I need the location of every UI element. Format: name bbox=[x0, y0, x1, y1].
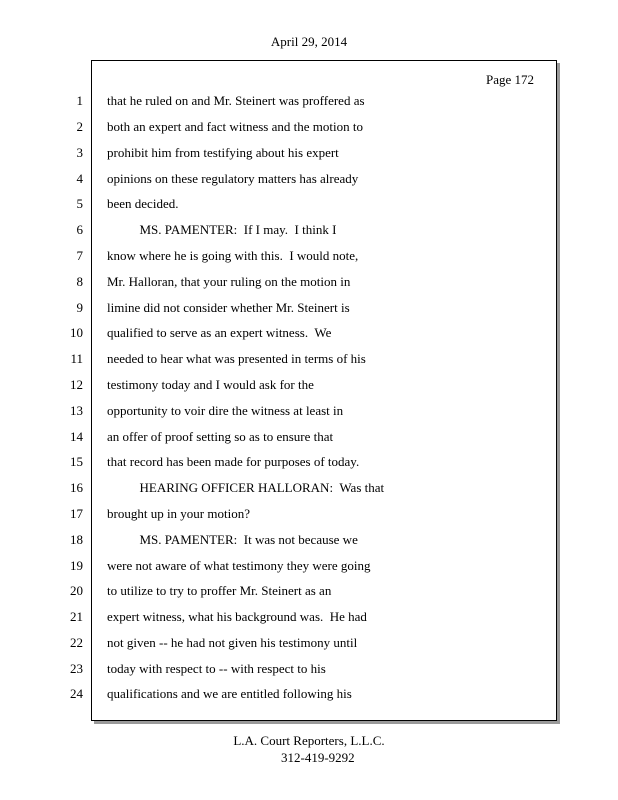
line-text: MS. PAMENTER: It was not because we bbox=[107, 532, 358, 547]
transcript-line bbox=[0, 323, 618, 343]
line-number: 20 bbox=[70, 583, 83, 598]
transcript-line bbox=[0, 91, 618, 111]
line-text: today with respect to -- with respect to his bbox=[107, 661, 326, 676]
line-number: 15 bbox=[70, 454, 83, 469]
line-text: qualified to serve as an expert witness. We bbox=[107, 325, 332, 340]
transcript-line bbox=[0, 530, 618, 550]
line-text: an offer of proof setting so as to ensure that bbox=[107, 429, 334, 444]
line-number: 8 bbox=[76, 274, 83, 289]
line-text: Mr. Halloran, that your ruling on the motion in bbox=[107, 274, 351, 289]
line-text: limine did not consider whether Mr. Steinert is bbox=[107, 300, 350, 315]
line-text: to utilize to try to proffer Mr. Steinert as an bbox=[107, 583, 332, 598]
line-number: 18 bbox=[70, 532, 83, 547]
transcript-line bbox=[0, 659, 618, 679]
line-text: HEARING OFFICER HALLORAN: Was that bbox=[107, 480, 385, 495]
line-text: both an expert and fact witness and the motion to bbox=[107, 119, 363, 134]
line-number: 10 bbox=[70, 325, 83, 340]
line-number: 7 bbox=[76, 248, 83, 263]
line-text: that he ruled on and Mr. Steinert was proffered as bbox=[107, 93, 365, 108]
line-text: needed to hear what was presented in terms of his bbox=[107, 351, 366, 366]
transcript-line bbox=[0, 220, 618, 240]
line-number: 13 bbox=[70, 403, 83, 418]
transcript-line bbox=[0, 556, 618, 576]
line-text: prohibit him from testifying about his expert bbox=[107, 145, 339, 160]
line-text: opportunity to voir dire the witness at least in bbox=[107, 403, 344, 418]
line-number: 24 bbox=[70, 686, 83, 701]
transcript-line bbox=[0, 246, 618, 266]
line-text: that record has been made for purposes of today. bbox=[107, 454, 360, 469]
line-number: 21 bbox=[70, 609, 83, 624]
line-text: been decided. bbox=[107, 196, 179, 211]
transcript-line bbox=[0, 143, 618, 163]
line-text: MS. PAMENTER: If I may. I think I bbox=[107, 222, 337, 237]
line-number: 12 bbox=[70, 377, 83, 392]
line-number: 17 bbox=[70, 506, 83, 521]
transcript-line bbox=[0, 581, 618, 601]
transcript-line bbox=[0, 298, 618, 318]
transcript-line bbox=[0, 194, 618, 214]
line-number: 19 bbox=[70, 558, 83, 573]
line-number: 1 bbox=[76, 93, 83, 108]
transcript-line bbox=[0, 607, 618, 627]
transcript-line bbox=[0, 169, 618, 189]
line-text: know where he is going with this. I would note, bbox=[107, 248, 359, 263]
line-number: 23 bbox=[70, 661, 83, 676]
transcript-date: April 29, 2014 bbox=[270, 34, 348, 49]
line-text: qualifications and we are entitled following his bbox=[107, 686, 352, 701]
line-number: 14 bbox=[70, 429, 83, 444]
line-number: 3 bbox=[76, 145, 83, 160]
line-text: brought up in your motion? bbox=[107, 506, 250, 521]
transcript-line bbox=[0, 349, 618, 369]
transcript-line bbox=[0, 452, 618, 472]
transcript-line bbox=[0, 478, 618, 498]
transcript-line bbox=[0, 272, 618, 292]
transcript-line bbox=[0, 427, 618, 447]
line-number: 22 bbox=[70, 635, 83, 650]
line-number: 16 bbox=[70, 480, 83, 495]
page-number: Page 172 bbox=[485, 72, 534, 87]
footer-company-name: L.A. Court Reporters, L.L.C. bbox=[233, 733, 385, 748]
line-number: 11 bbox=[70, 351, 83, 366]
transcript-line bbox=[0, 684, 618, 704]
footer-phone-number: 312-419-9292 bbox=[281, 750, 355, 765]
line-text: testimony today and I would ask for the bbox=[107, 377, 314, 392]
line-text: opinions on these regulatory matters has already bbox=[107, 171, 359, 186]
line-number: 9 bbox=[76, 300, 83, 315]
transcript-line bbox=[0, 401, 618, 421]
line-number: 6 bbox=[76, 222, 83, 237]
transcript-line bbox=[0, 504, 618, 524]
transcript-line bbox=[0, 117, 618, 137]
line-text: expert witness, what his background was. He had bbox=[107, 609, 367, 624]
line-text: were not aware of what testimony they were going bbox=[107, 558, 371, 573]
line-number: 4 bbox=[76, 171, 83, 186]
transcript-line bbox=[0, 633, 618, 653]
line-text: not given -- he had not given his testimony until bbox=[107, 635, 358, 650]
line-number: 5 bbox=[76, 196, 83, 211]
transcript-line bbox=[0, 375, 618, 395]
line-number: 2 bbox=[76, 119, 83, 134]
